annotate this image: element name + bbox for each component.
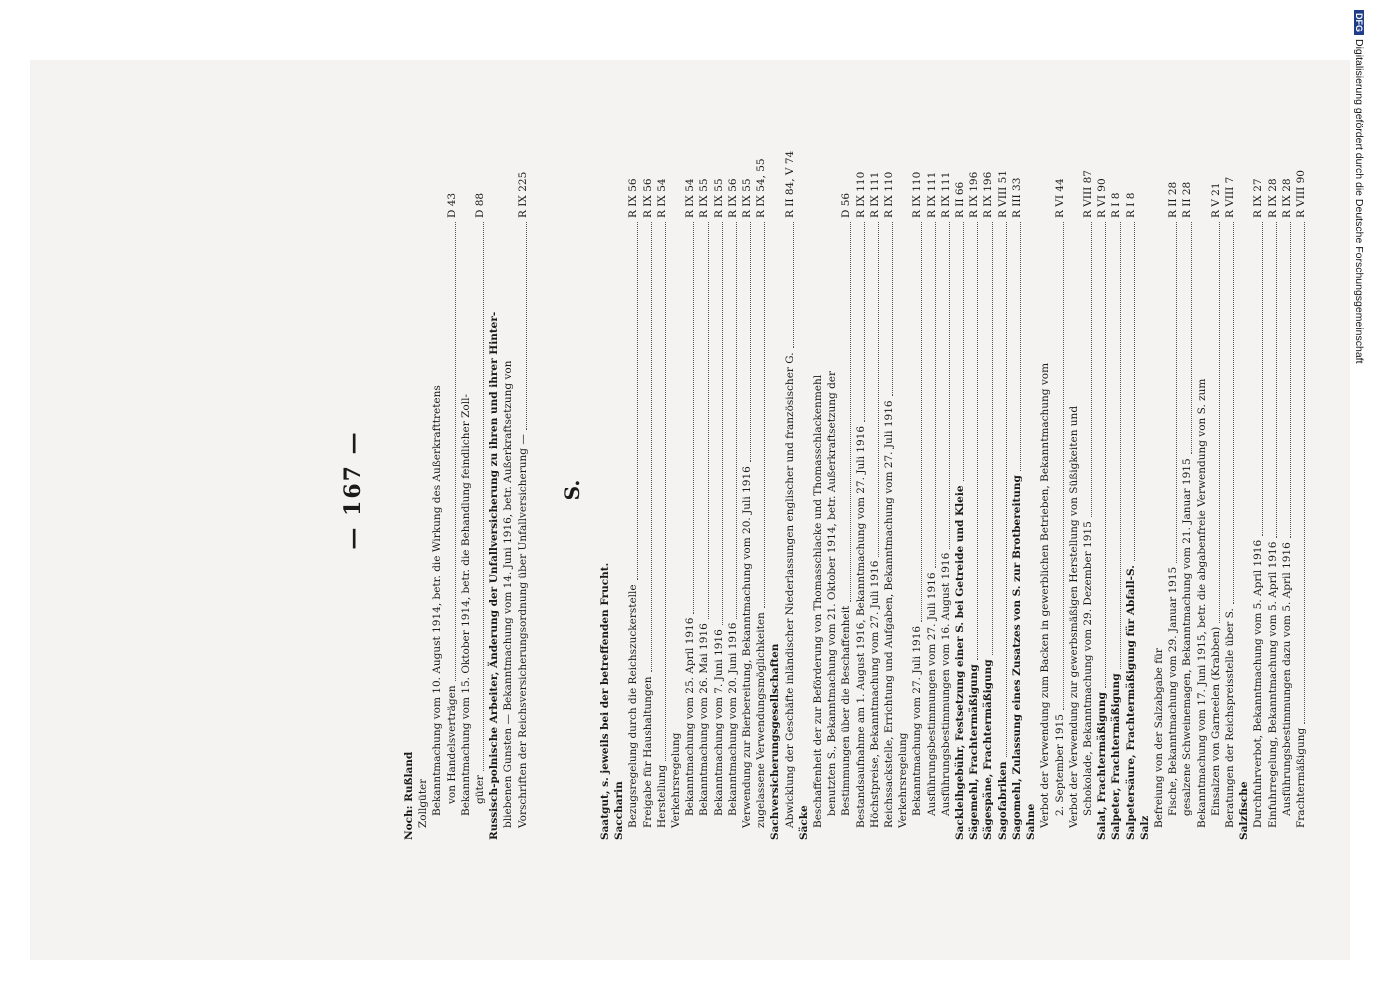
index-entry <box>712 140 726 840</box>
index-entry <box>1081 140 1095 840</box>
entry-reference: R II 66 <box>954 181 967 218</box>
leader-dots <box>1134 222 1135 561</box>
entry-reference: R IX 54, 55 <box>755 158 768 218</box>
entry-text: bliebenen Gunsten — Bekanntmachung vom 14. Juni 1916, betr. Außerkraftsetzung von <box>502 360 515 828</box>
index-entry <box>655 140 669 840</box>
entry-text: Salz <box>1138 815 1151 840</box>
index-entry <box>825 140 839 840</box>
entry-text: Bekanntmachung vom 17. Juni 1915, betr. die abgabenfreie Verwendung von S. zum <box>1195 378 1208 828</box>
index-entry <box>981 140 995 840</box>
entry-text: Ausführungsbestimmungen vom 27. Juli 1916 <box>925 572 938 816</box>
entry-text: Bekanntmachung vom 7. Juni 1916 <box>712 629 725 816</box>
index-entry <box>868 140 882 840</box>
entry-reference: R IX 56 <box>627 178 640 218</box>
index-entry <box>487 140 501 840</box>
entry-text: Vorschriften der Reichsversicherungsordnung über Unfallversicherung — <box>516 434 529 828</box>
index-entry <box>1067 140 1081 840</box>
index-entry <box>797 140 811 840</box>
index-entry <box>641 140 655 840</box>
entry-reference: R I 8 <box>1124 192 1137 218</box>
entry-text: Bekanntmachung vom 20. Juni 1916 <box>726 622 739 816</box>
entry-text: Bestimmungen über die Beschaffenheit <box>840 605 853 816</box>
leader-dots <box>878 222 879 557</box>
index-entry <box>1294 140 1308 840</box>
leader-dots <box>1176 222 1177 563</box>
leader-dots <box>1091 222 1092 517</box>
entry-text: Herstellung <box>655 764 668 828</box>
index-entry <box>754 140 768 840</box>
leader-dots <box>1233 222 1234 604</box>
entry-reference: R IX 111 <box>939 171 952 218</box>
entry-text: Fische, Bekanntmachung vom 29. Januar 1915 <box>1167 566 1180 816</box>
entry-text: zugelassene Verwendungsmöglichkeiten <box>755 612 768 828</box>
entry-text: Saccharin <box>613 781 626 840</box>
leader-dots <box>949 222 950 549</box>
entry-reference: D 88 <box>474 192 487 218</box>
entry-reference: R II 28 <box>1167 181 1180 218</box>
entry-text: gesalzene Schweinemagen, Bekanntmachung vom 21. Januar 1915 <box>1181 458 1194 816</box>
entry-reference: R IX 110 <box>883 171 896 218</box>
entry-reference: D 43 <box>445 192 458 218</box>
leader-dots <box>921 222 922 622</box>
leader-dots <box>1105 222 1106 688</box>
entry-reference: R IX 196 <box>968 171 981 218</box>
leader-dots <box>708 222 709 619</box>
entry-text: Sagomehl, Zulassung eines Zusatzes von S. zur Brotbereitung <box>1010 475 1023 840</box>
index-entry <box>854 140 868 840</box>
index-entry <box>1180 140 1194 840</box>
entry-text: Durchfuhrverbot, Bekanntmachung vom 5. April 1916 <box>1252 539 1265 828</box>
index-entry <box>697 140 711 840</box>
entry-text: Bestandsaufnahme am 1. August 1916, Bekanntmachung vom 27. Juli 1916 <box>854 425 867 828</box>
entry-reference: R III 33 <box>1010 177 1023 218</box>
entry-reference: R II 28 <box>1181 181 1194 218</box>
index-entry <box>811 140 825 840</box>
entry-text: Sagofabriken <box>996 761 1009 840</box>
entry-reference: R IX 27 <box>1252 178 1265 218</box>
index-entry <box>416 140 430 840</box>
index-entry <box>1266 140 1280 840</box>
index-entry <box>939 140 953 840</box>
entry-text: Befreiung von der Salzabgabe für <box>1152 648 1165 828</box>
index-entry <box>1095 140 1109 840</box>
index-entry <box>996 140 1010 840</box>
entry-text: Abwicklung der Geschäfte inländischer Niederlassungen englischer und französischer G. <box>783 352 796 828</box>
entry-text: Salat, Frachtermäßigung <box>1096 692 1109 840</box>
entry-reference: R VIII 7 <box>1223 176 1236 218</box>
leader-dots <box>1063 222 1064 710</box>
entry-text: Noch: Rußland <box>403 751 415 840</box>
index-entry <box>839 140 853 840</box>
index-entry <box>1010 140 1024 840</box>
index-entry <box>1152 140 1166 840</box>
entry-reference: R IX 110 <box>911 171 924 218</box>
entry-reference: R IX 55 <box>712 178 725 218</box>
entry-text: von Handelsverträgen <box>445 685 458 804</box>
entry-text: Salpetersäure, Frachtermäßigung für Abfall-S. <box>1124 565 1137 840</box>
index-entry <box>683 140 697 840</box>
entry-text: Ausführungsbestimmungen dazu vom 5. April 1916 <box>1280 542 1293 816</box>
index-entry <box>1038 140 1052 840</box>
entry-text: Verkehrsregelung <box>897 732 910 828</box>
index-entry <box>612 140 626 840</box>
leader-dots <box>1290 222 1291 538</box>
index-entry <box>430 140 444 840</box>
entry-reference: R II 84, V 74 <box>783 150 796 218</box>
leader-dots <box>1219 222 1220 623</box>
rotated-page-content <box>340 140 1383 840</box>
entry-text: Reichssackstelle, Errichtung und Aufgaben, Bekanntmachung vom 27. Juli 1916 <box>883 400 896 828</box>
entry-text: Einfuhrregelung, Bekanntmachung vom 5. April 1916 <box>1266 541 1279 828</box>
entry-reference: R IX 28 <box>1280 178 1293 218</box>
dfg-credit <box>1347 10 1365 990</box>
entry-reference: R VIII 87 <box>1081 170 1094 218</box>
leader-dots <box>892 222 893 396</box>
entry-text: Salzfische <box>1238 781 1251 840</box>
leader-dots <box>736 222 737 619</box>
entry-reference: R IX 56 <box>641 178 654 218</box>
entry-text: Zollgüter <box>417 778 430 828</box>
index-entry <box>1237 140 1251 840</box>
index-entry <box>1251 140 1265 840</box>
entry-text: 2. September 1915 <box>1053 714 1066 816</box>
leader-dots <box>963 222 964 481</box>
index-entry <box>1053 140 1067 840</box>
index-entry <box>953 140 967 840</box>
entry-reference: R IX 111 <box>925 171 938 218</box>
index-entry <box>598 140 612 840</box>
leader-dots <box>483 222 484 771</box>
entry-text: Russisch-polnische Arbeiter, Änderung der Unfallversicherung zu ihren und ihrer Hinter- <box>488 311 501 840</box>
index-entry <box>516 140 530 840</box>
leader-dots <box>992 222 993 655</box>
leader-dots <box>1006 222 1007 757</box>
entry-text: Bekanntmachung vom 25. April 1916 <box>684 617 697 816</box>
index-entry <box>1024 140 1038 840</box>
entry-reference: R IX 110 <box>854 171 867 218</box>
entry-text: Säcke <box>797 805 810 840</box>
index-entry <box>910 140 924 840</box>
entry-text: Frachtermäßigung <box>1294 727 1307 828</box>
entry-text: Einsalzen von Garneelen (Krabben) <box>1209 626 1222 816</box>
index-entry <box>473 140 487 840</box>
index-entry <box>740 140 754 840</box>
entry-reference: R VIII 51 <box>996 170 1009 218</box>
leader-dots <box>750 222 751 462</box>
dfg-credit-text: Digitalisierung gefördert durch die Deutsche Forschungsgemeinschaft <box>1353 39 1365 364</box>
index-entry <box>1109 140 1123 840</box>
entry-text: Sachversicherungsgesellschaften <box>769 643 782 840</box>
entry-text: Sägemehl, Frachtermäßigung <box>968 664 981 840</box>
entry-text: Bekanntmachung vom 27. Juli 1916 <box>911 625 924 816</box>
index-entry <box>501 140 515 840</box>
entry-text: Sackleihgebühr, Festsetzung einer S. bei Getreide und Kleie <box>954 485 967 840</box>
entry-text: Bekanntmachung vom 26. Mai 1916 <box>698 623 711 816</box>
entry-text: Beschaffenheit der zur Beförderung von Thomasschlacke und Thomasschlackenmehl <box>812 374 825 828</box>
entry-text: Salpeter, Frachtermäßigung <box>1110 673 1123 840</box>
leader-dots <box>977 222 978 660</box>
dfg-logo-icon: DFG <box>1354 10 1364 35</box>
entry-text: Sägespäne, Frachtermäßigung <box>982 659 995 840</box>
index-entry <box>925 140 939 840</box>
leader-dots <box>526 222 527 430</box>
entries-group-2 <box>598 140 1308 840</box>
index-entry <box>445 140 459 840</box>
entry-reference: R IX 111 <box>868 171 881 218</box>
entry-reference: R I 8 <box>1110 192 1123 218</box>
entry-reference: D 56 <box>840 192 853 218</box>
entry-text: Verwendung zur Bierbereitung, Bekanntmachung vom 20. Juli 1916 <box>741 466 754 828</box>
leader-dots <box>1020 222 1021 471</box>
entry-reference: R IX 54 <box>684 178 697 218</box>
leader-dots <box>722 222 723 625</box>
index-entry <box>459 140 473 840</box>
index-entry <box>783 140 797 840</box>
entry-text: güter <box>474 775 487 804</box>
index-entry <box>882 140 896 840</box>
leader-dots <box>665 222 666 761</box>
entry-text: Verbot der Verwendung zum Backen in gewerblichen Betrieben, Bekanntmachung vom <box>1039 362 1052 828</box>
entry-reference: R IX 28 <box>1266 178 1279 218</box>
leader-dots <box>1304 222 1305 724</box>
index-entry <box>402 140 416 840</box>
leader-dots <box>1120 222 1121 669</box>
entry-reference: R IX 225 <box>516 171 529 218</box>
entry-reference: R VI 44 <box>1053 178 1066 218</box>
leader-dots <box>1191 222 1192 454</box>
entry-text: Bekanntmachung vom 15. Oktober 1914, betr. die Behandlung feindlicher Zoll- <box>459 394 472 816</box>
index-entry <box>768 140 782 840</box>
index-entry <box>669 140 683 840</box>
entry-text: Sahne <box>1025 803 1038 840</box>
leader-dots <box>935 222 936 568</box>
page-number: — 167 — <box>340 430 366 550</box>
index-entry <box>1280 140 1294 840</box>
entry-reference: R IX 56 <box>726 178 739 218</box>
entry-text: benutzten S., Bekanntmachung vom 21. Oktober 1914, betr. Außerkraftsetzung der <box>826 370 839 816</box>
index-entry <box>1166 140 1180 840</box>
leader-dots <box>1262 222 1263 536</box>
index-entry <box>1209 140 1223 840</box>
entry-text: Ausführungsbestimmungen vom 16. August 1916 <box>939 552 952 816</box>
entry-reference: R IX 54 <box>655 178 668 218</box>
section-letter: S. <box>560 479 584 501</box>
entry-text: Bezugsregelung durch die Reichszuckerstelle <box>627 584 640 828</box>
index-entry <box>1124 140 1138 840</box>
entry-text: Verkehrsregelung <box>670 732 683 828</box>
leader-dots <box>455 222 456 681</box>
index-entry <box>726 140 740 840</box>
index-entry <box>626 140 640 840</box>
entry-text: Bekanntmachung vom 10. August 1914, betr. die Wirkung des Außerkrafttretens <box>431 385 444 816</box>
index-entry <box>1195 140 1209 840</box>
leader-dots <box>793 222 794 348</box>
entry-text: Freigabe für Haushaltungen <box>641 676 654 828</box>
index-entry <box>967 140 981 840</box>
entry-reference: R VI 90 <box>1096 178 1109 218</box>
leader-dots <box>1276 222 1277 538</box>
leader-dots <box>693 222 694 614</box>
entry-reference: R IX 55 <box>698 178 711 218</box>
index-entry <box>1138 140 1152 840</box>
entry-text: Schokolade, Bekanntmachung vom 29. Dezember 1915 <box>1081 521 1094 816</box>
leader-dots <box>850 222 851 602</box>
entry-reference: R IX 55 <box>741 178 754 218</box>
index-entry <box>1223 140 1237 840</box>
leader-dots <box>764 222 765 608</box>
entry-reference: R V 21 <box>1209 182 1222 218</box>
leader-dots <box>637 222 638 580</box>
entry-reference: R IX 196 <box>982 171 995 218</box>
leader-dots <box>651 222 652 672</box>
entry-text: Höchstpreise, Bekanntmachung vom 27. Juli 1916 <box>868 560 881 828</box>
leader-dots <box>864 222 865 422</box>
entry-text: Saatgut, s. jeweils bei der betreffenden Frucht. <box>599 562 611 840</box>
entry-reference: R VIII 90 <box>1294 170 1307 218</box>
entries-group-1 <box>402 140 530 840</box>
index-entry <box>896 140 910 840</box>
entry-text: Verbot der Verwendung zur gewerbsmäßigen Herstellung von Süßigkeiten und <box>1067 405 1080 828</box>
entry-text: Beratungen der Reichspreisstelle über S. <box>1223 608 1236 828</box>
